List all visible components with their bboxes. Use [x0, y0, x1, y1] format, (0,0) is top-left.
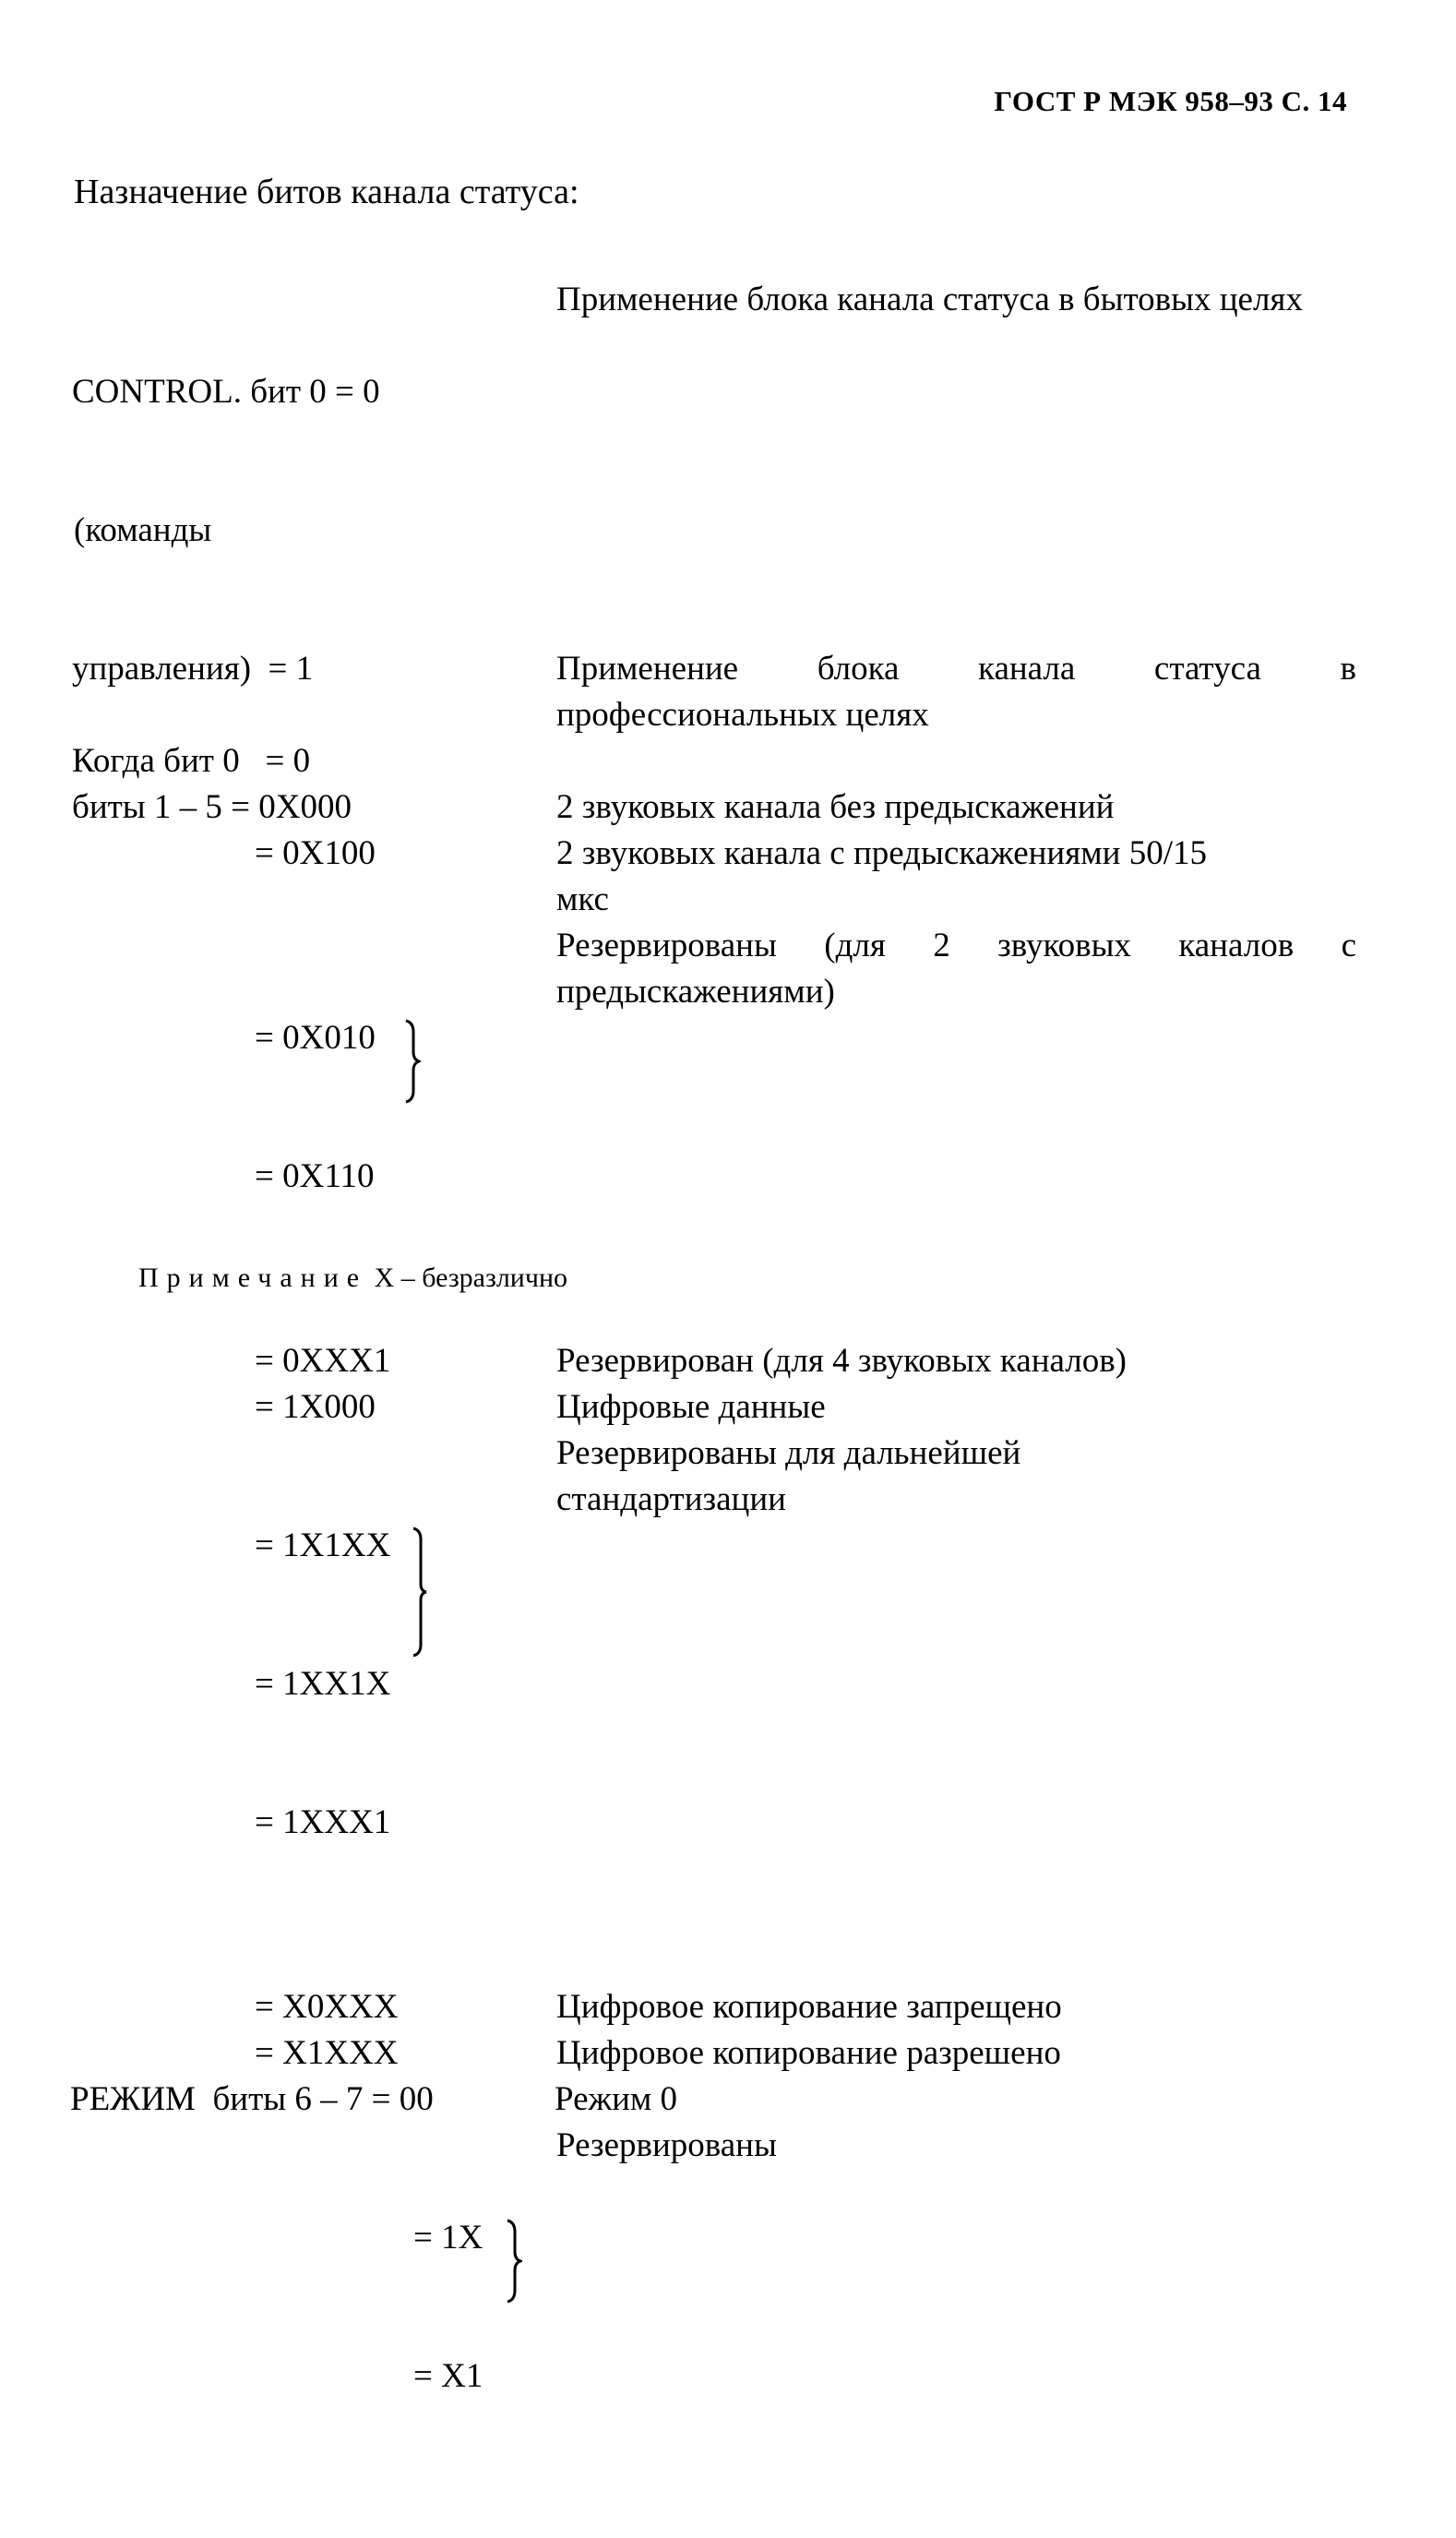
control-line-3: управления) = 1: [72, 650, 314, 688]
bits-row-5: = 1X1XX = 1XX1X = 1XXX1 Резервированы для дальнейшей стандартизации: [72, 1431, 1356, 1984]
bits-desc: Цифровое копирование разрешено: [556, 2034, 1061, 2072]
control-line-1: CONTROL. бит 0 = 0: [72, 373, 380, 411]
when-row: [72, 738, 1356, 784]
brace-icon: [506, 2126, 522, 2396]
note-label: Примечание: [138, 1263, 368, 1293]
bits-desc: Резервирован (для 4 звуковых каналов): [556, 1342, 1127, 1380]
bits-row-3: = 0XXX1 Резервирован (для 4 звуковых каналов): [72, 1338, 1356, 1384]
bits-row-1: = 0X100 2 звуковых канала с предыскажениями 50/15 мкс: [72, 831, 1356, 923]
note: [138, 1263, 567, 1294]
page-header: ГОСТ Р МЭК 958–93 С. 14: [994, 85, 1347, 117]
bits-desc: Цифровое копирование запрещено: [556, 1988, 1062, 2026]
bits-desc: Цифровые данные: [556, 1388, 826, 1426]
bits-desc: Резервированы для дальнейшей стандартизации: [556, 1434, 1021, 1518]
mode-value: X1: [441, 2357, 483, 2395]
section-heading: Назначение битов канала статуса:: [74, 173, 579, 211]
mode-label: РЕЖИМ биты 6 – 7 = 00: [70, 2080, 434, 2118]
bits-row-6: = X0XXX Цифровое копирование запрещено: [72, 1984, 1356, 2030]
bits-row-2: = 0X010 = 0X110 Резервированы (для 2 звуковых каналов с предыскажениями): [72, 923, 1356, 1338]
control-line-2: (команды: [74, 511, 212, 549]
bits-row-7: = X1XXX Цифровое копирование разрешено: [72, 2030, 1356, 2077]
control-row: [72, 277, 1356, 646]
bits-value: X0XXX: [282, 1988, 399, 2026]
mode-reserved-row: = 1X = X1 Резервированы: [72, 2123, 1356, 2538]
bits-label: биты 1 – 5 =: [72, 788, 251, 826]
note-text: X – безразлично: [374, 1263, 568, 1293]
control-desc-0: Применение блока канала статуса в бытовых целях: [556, 281, 1303, 318]
bits-desc: 2 звуковых канала с предыскажениями 50/15 мкс: [556, 834, 1207, 918]
bits-value: 0X000: [258, 788, 352, 826]
control-row-1: [72, 646, 1356, 738]
bits-value: 1XXX1: [282, 1803, 391, 1841]
bits-value: 0X010: [282, 1019, 376, 1057]
bits-value: X1XXX: [282, 2034, 399, 2072]
mode-desc-0: Режим 0: [555, 2080, 678, 2118]
mode-value: 1X: [441, 2219, 483, 2257]
bits-value: 0X100: [282, 834, 376, 872]
bits-value: 0XXX1: [282, 1342, 391, 1380]
mode-desc-reserved: Резервированы: [556, 2126, 777, 2164]
status-bits-table: [72, 277, 1356, 2538]
bits-desc: 2 звуковых канала без предыскажений: [556, 788, 1115, 826]
bits-row-0: [72, 784, 1356, 831]
mode-row: [72, 2077, 1356, 2123]
when-label: Когда бит 0 = 0: [72, 742, 311, 780]
bits-desc: Резервированы (для 2 звуковых каналов с предыскажениями): [556, 927, 1356, 1011]
brace-icon: [404, 927, 421, 1196]
bits-value: 1XX1X: [282, 1665, 391, 1703]
bits-value: 1X000: [282, 1388, 376, 1426]
bits-value: 1X1XX: [282, 1526, 391, 1564]
bits-row-4: = 1X000 Цифровые данные: [72, 1384, 1356, 1431]
brace-icon: [412, 1434, 428, 1750]
bits-value: 0X110: [282, 1157, 375, 1195]
control-desc-1: Применение блока канала статуса в профессиональных целях: [556, 650, 1356, 734]
